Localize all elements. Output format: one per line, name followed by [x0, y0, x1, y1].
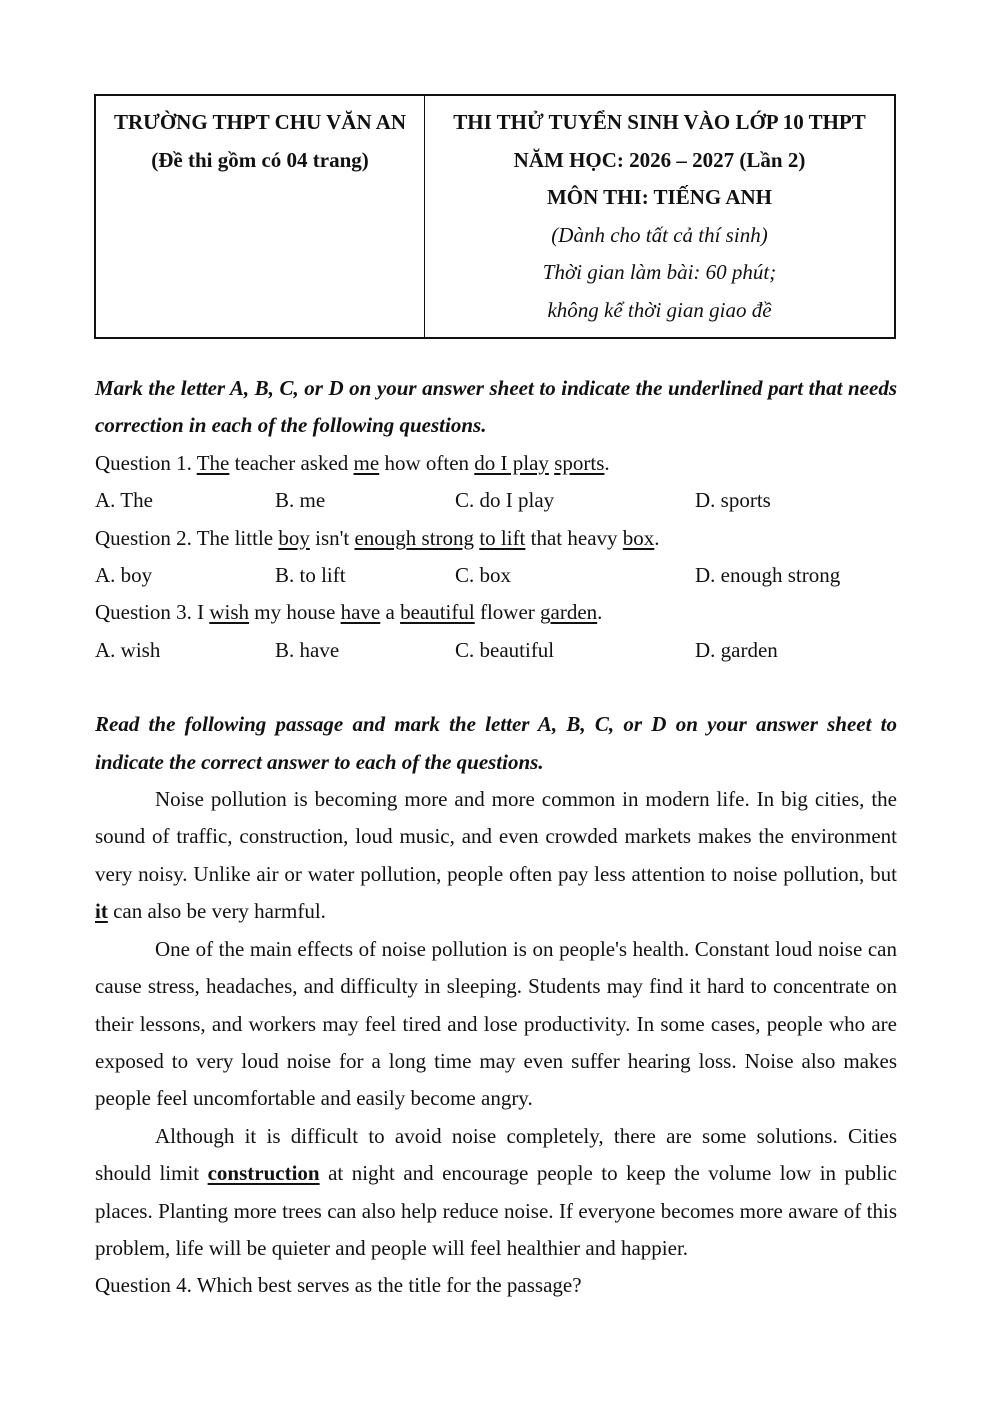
option-d: D. sports	[695, 488, 771, 513]
option-a: A. wish	[95, 637, 161, 662]
underlined-part-b: enough strong	[354, 525, 475, 550]
option-d: D. enough strong	[695, 563, 841, 588]
school-year: NĂM HỌC: 2026 – 2027 (Lần 2)	[513, 147, 806, 172]
paragraph-text: Although it is difficult to avoid noise completely, there are some solutions. Cities should limit	[95, 1123, 897, 1186]
time-allowed: Thời gian làm bài: 60 phút;	[542, 260, 777, 284]
section2-instruction: Read the following passage and mark the letter A, B, C, or D on your answer sheet to indicate the correct answer to each of the questions.	[95, 712, 897, 774]
question-label: Question 3.	[95, 600, 198, 625]
question-text: .	[604, 450, 610, 475]
question-1-options	[95, 482, 897, 519]
question-text: I	[197, 600, 210, 625]
question-text: how often	[379, 450, 475, 475]
question-label: Question 2.	[95, 525, 197, 550]
exam-title: THI THỬ TUYỂN SINH VÀO LỚP 10 THPT	[453, 110, 866, 134]
question-3	[95, 594, 897, 631]
school-name: TRƯỜNG THPT CHU VĂN AN	[113, 110, 407, 134]
question-1	[95, 445, 897, 482]
paragraph-text: at night and encourage people to keep the volume low in public places. Planting more trees can also help reduce noise. If everyone becomes more aware of this problem, life will be quieter and people will feel healthier and happier.	[95, 1161, 897, 1260]
time-note: không kể thời gian giao đề	[547, 297, 772, 322]
option-d: D. garden	[695, 637, 778, 662]
question-4: Question 4. Which best serves as the title for the passage?	[95, 1273, 582, 1298]
option-c: C. box	[455, 563, 512, 588]
underlined-part-a: wish	[209, 600, 250, 625]
exam-info-cell	[425, 96, 894, 337]
section-spacer	[95, 669, 897, 706]
question-text: .	[654, 525, 660, 550]
question-label: Question 1.	[95, 450, 197, 475]
audience-note: (Dành cho tất cả thí sinh)	[551, 222, 768, 247]
question-2	[95, 520, 897, 557]
underlined-part-d: sports	[554, 450, 605, 475]
paragraph-text: Noise pollution is becoming more and more common in modern life. In big cities, the sound of traffic, construction, loud music, and even crowded markets makes the environment very noisy. Unlike air or water pollution, people often pay less attention to noise pollution, but	[95, 787, 897, 886]
exam-content	[95, 370, 897, 1305]
underlined-part-d: garden	[540, 600, 598, 625]
question-text: The little	[196, 525, 279, 550]
emphasized-word: construction	[207, 1161, 320, 1186]
school-info-cell	[96, 96, 425, 337]
passage-paragraph-2: One of the main effects of noise pollution is on people's health. Constant loud noise can cause stress, headaches, and difficulty in sleeping. Students may find it hard to concentrate on their lessons, and workers may feel tired and lose productivity. In some cases, people who are exposed to very loud noise for a long time may even suffer hearing loss. Noise also makes people feel uncomfortable and easily become angry.	[95, 936, 897, 1111]
option-a: A. The	[95, 488, 153, 513]
option-b: B. me	[275, 488, 326, 513]
page-count-note: (Đề thi gồm có 04 trang)	[151, 147, 369, 172]
section1-instruction: Mark the letter A, B, C, or D on your answer sheet to indicate the underlined part that needs correction in each of the following questions.	[95, 376, 897, 438]
underlined-part-b: me	[353, 450, 380, 475]
question-text: teacher asked	[229, 450, 354, 475]
underlined-part-c: do I play	[474, 450, 549, 475]
option-c: C. do I play	[455, 488, 555, 513]
question-text: that heavy	[525, 525, 623, 550]
underlined-part-c: to lift	[479, 525, 526, 550]
emphasized-word: it	[95, 899, 108, 924]
option-c: C. beautiful	[455, 637, 555, 662]
exam-header-table	[94, 94, 896, 339]
underlined-part-d: box	[622, 525, 655, 550]
question-text: a	[380, 600, 401, 625]
question-text: .	[597, 600, 603, 625]
option-b: B. have	[275, 637, 340, 662]
question-2-options	[95, 557, 897, 594]
question-text: isn't	[309, 525, 355, 550]
paragraph-text: can also be very harmful.	[107, 899, 326, 924]
underlined-part-a: boy	[278, 525, 310, 550]
subject: MÔN THI: TIẾNG ANH	[546, 185, 772, 209]
question-text: flower	[474, 600, 541, 625]
question-text: my house	[249, 600, 341, 625]
underlined-part-a: The	[196, 450, 230, 475]
option-b: B. to lift	[275, 563, 346, 588]
question-3-options	[95, 632, 897, 669]
passage-paragraph-1	[95, 781, 897, 931]
option-a: A. boy	[95, 563, 153, 588]
underlined-part-b: have	[340, 600, 381, 625]
passage-paragraph-3	[95, 1118, 897, 1268]
underlined-part-c: beautiful	[400, 600, 475, 625]
